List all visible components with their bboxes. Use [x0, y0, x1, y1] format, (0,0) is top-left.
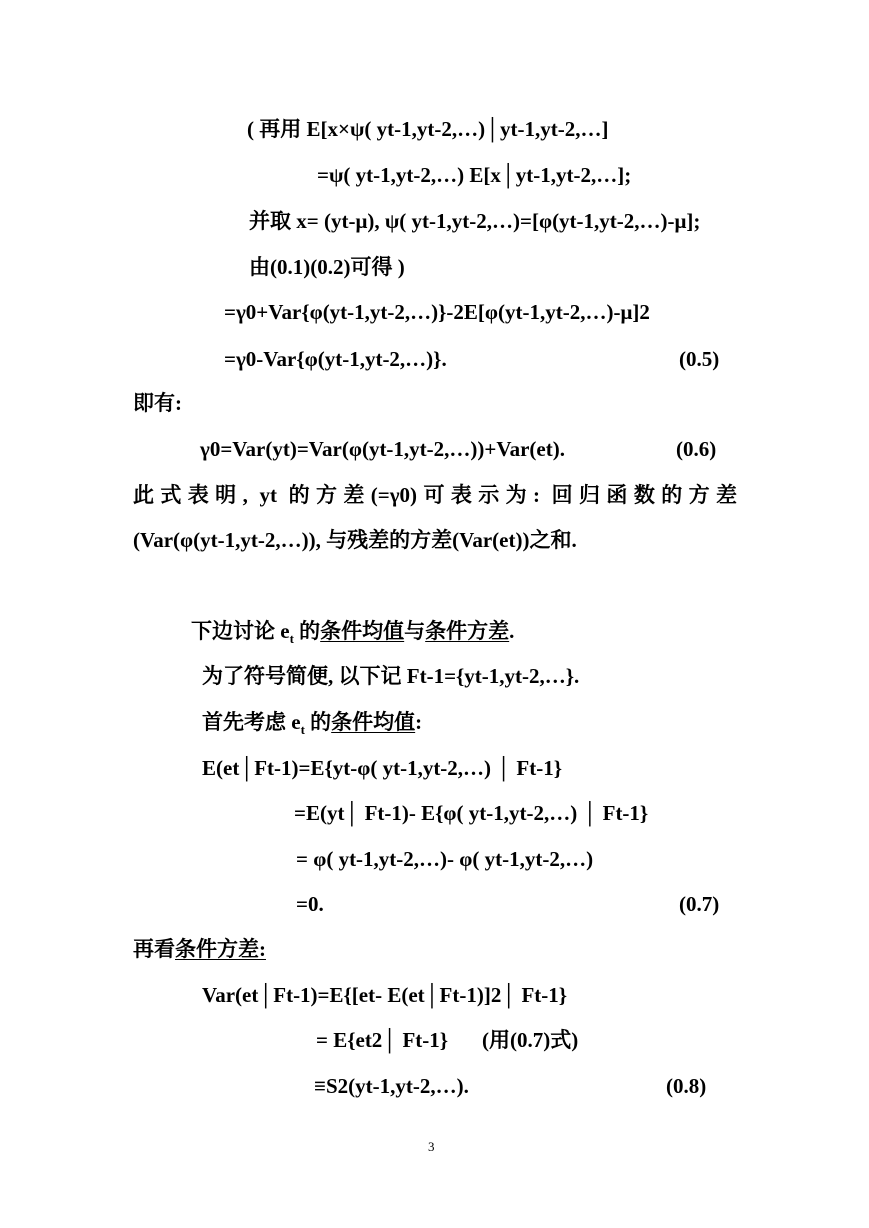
- page-number: 3: [428, 1139, 435, 1154]
- formula-line: =γ0+Var{φ(yt-1,yt-2,…)}-2E[φ(yt-1,yt-2,…)-μ]2: [224, 300, 650, 324]
- formula-line: E(et│Ft-1)=E{yt-φ( yt-1,yt-2,…) │ Ft-1}: [202, 756, 563, 780]
- formula-line: ≡S2(yt-1,yt-2,…).: [314, 1074, 469, 1098]
- equation-number: (0.8): [666, 1074, 707, 1098]
- formula-line: =ψ( yt-1,yt-2,…) E[x│yt-1,yt-2,…];: [317, 163, 632, 187]
- text-line: 再看条件方差:: [133, 937, 266, 961]
- formula-line: 为了符号简便, 以下记 Ft-1={yt-1,yt-2,…}.: [202, 664, 580, 688]
- formula-line: = φ( yt-1,yt-2,…)- φ( yt-1,yt-2,…): [296, 847, 594, 871]
- formula-line: Var(et│Ft-1)=E{[et- E(et│Ft-1)]2│ Ft-1}: [202, 983, 568, 1007]
- formula-line: =0.: [296, 892, 324, 916]
- formula-line: ( 再用 E[x×ψ( yt-1,yt-2,…)│yt-1,yt-2,…]: [247, 117, 609, 141]
- paragraph-line: 此式表明, yt 的方差(=γ0)可表示为: 回归函数的方差: [133, 483, 737, 507]
- formula-line: 并取 x= (yt-μ), ψ( yt-1,yt-2,…)=[φ(yt-1,yt-2,…)-μ];: [249, 209, 701, 233]
- formula-line: γ0=Var(yt)=Var(φ(yt-1,yt-2,…))+Var(et).: [200, 437, 565, 461]
- text-line: 即有:: [133, 391, 182, 415]
- text-line: 首先考虑 $e_t$ 的条件均值:: [202, 710, 423, 738]
- paragraph-line: (Var(φ(yt-1,yt-2,…)), 与残差的方差(Var(et))之和.: [133, 528, 577, 552]
- equation-number: (0.5): [679, 347, 720, 371]
- equation-number: (0.7): [679, 892, 720, 916]
- formula-line: =E(yt│ Ft-1)- E{φ( yt-1,yt-2,…) │ Ft-1}: [294, 801, 649, 825]
- formula-line: =γ0-Var{φ(yt-1,yt-2,…)}.: [224, 347, 447, 371]
- formula-note: (用(0.7)式): [482, 1028, 579, 1052]
- formula-line: = E{et2│ Ft-1}: [316, 1028, 449, 1052]
- equation-number: (0.6): [676, 437, 717, 461]
- text-line: 下边讨论 $e_t$ 的条件均值与条件方差.: [191, 619, 515, 647]
- text-line: 由(0.1)(0.2)可得 ): [249, 255, 405, 279]
